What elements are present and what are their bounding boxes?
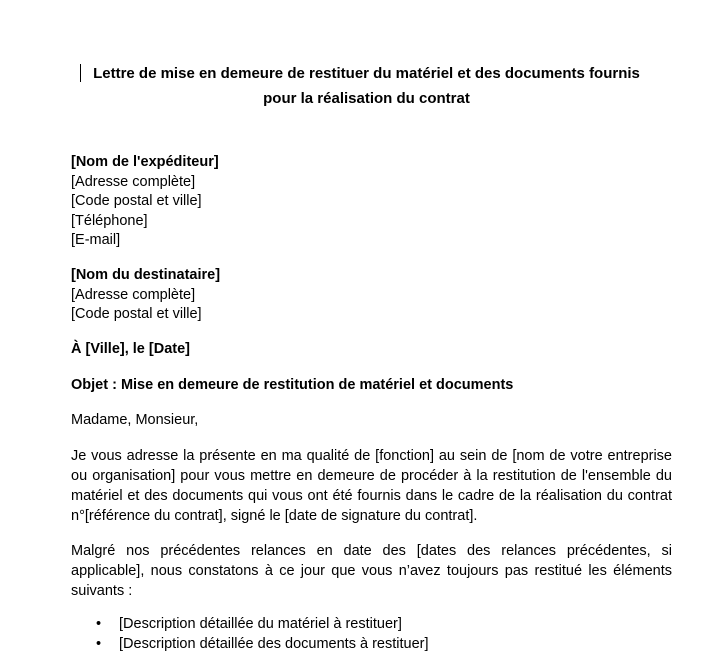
paragraph-1 xyxy=(71,446,672,526)
sender-postal-city: [Code postal et ville] xyxy=(71,193,202,210)
sender-address: [Adresse complète] xyxy=(71,173,196,190)
sender-name: [Nom de l'expéditeur] xyxy=(71,154,219,170)
recipient-address: [Adresse complète] xyxy=(71,286,196,303)
list-item-text: [Description détaillée des documents à restituer] xyxy=(119,636,429,652)
title-line-2: pour la réalisation du contrat xyxy=(263,90,470,107)
letter-title xyxy=(60,61,673,111)
bullet-icon: • xyxy=(96,636,102,652)
subject-line: Objet : Mise en demeure de restitution de matériel et documents xyxy=(71,377,514,393)
paragraph-1-line: ou organisation] pour vous mettre en demeure de procéder à la restitution de l'ensemble du xyxy=(71,468,672,484)
place-date: À [Ville], le [Date] xyxy=(71,341,190,357)
recipient-name: [Nom du destinataire] xyxy=(71,267,221,283)
recipient-block xyxy=(71,266,220,325)
sender-email: [E-mail] xyxy=(71,232,121,249)
paragraph-2-line: Malgré nos précédentes relances en date des [dates des relances précédentes, si xyxy=(71,543,672,559)
paragraph-2-line: suivants : xyxy=(71,583,133,599)
paragraph-1-line: Je vous adresse la présente en ma qualité de [fonction] au sein de [nom de votre entreprise xyxy=(71,448,672,464)
paragraph-2 xyxy=(71,541,672,601)
list-item-text: [Description détaillée du matériel à restituer] xyxy=(119,616,402,632)
paragraph-2-line: applicable], nous constatons à ce jour que vous n’avez toujours pas restitué les éléments xyxy=(71,563,672,579)
sender-phone: [Téléphone] xyxy=(71,212,148,229)
sender-block xyxy=(71,153,219,251)
paragraph-1-line: n°[référence du contrat], signé le [date de signature du contrat]. xyxy=(71,508,478,524)
recipient-postal-city: [Code postal et ville] xyxy=(71,306,202,323)
salutation: Madame, Monsieur, xyxy=(71,412,199,428)
title-line-1: Lettre de mise en demeure de restituer du matériel et des documents fournis xyxy=(93,65,640,82)
bullet-icon: • xyxy=(96,616,102,632)
paragraph-1-line: matériel et des documents qui vous ont été fournis dans le cadre de la réalisation du contrat xyxy=(71,488,672,504)
